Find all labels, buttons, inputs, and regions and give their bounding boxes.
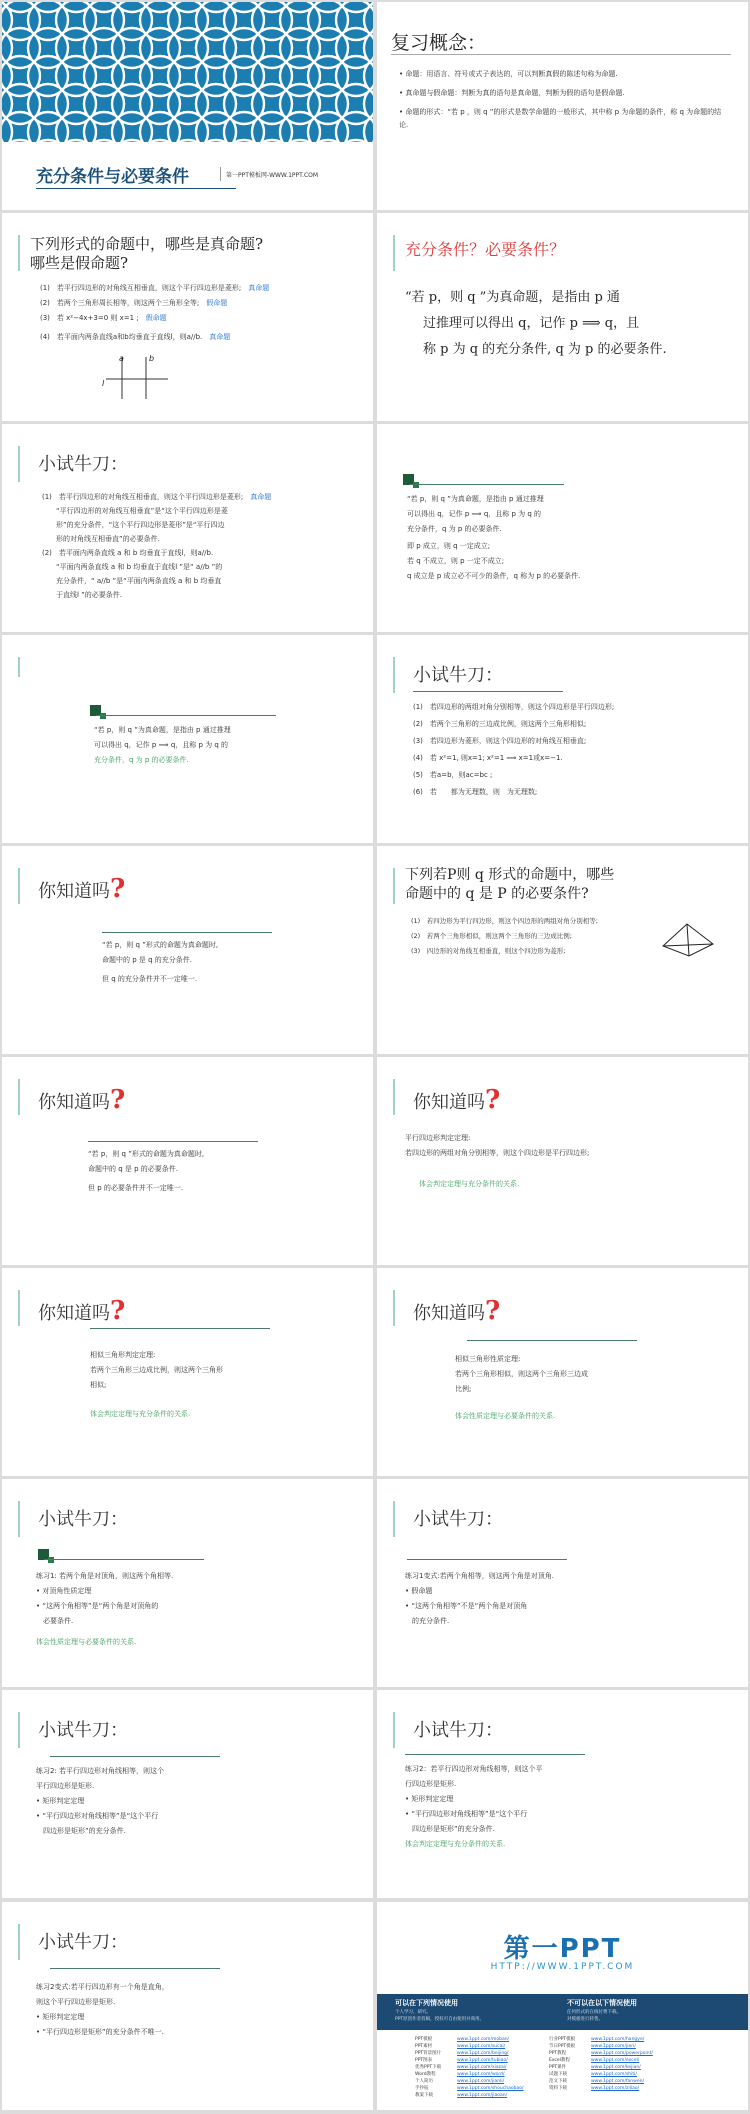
text-line: 练习2变式:若平行四边形有一个角是直角， (36, 1983, 169, 1991)
link-row[interactable] (415, 2078, 523, 2085)
list-item: • 命题：用语言、符号或式子表达的，可以判断真假的陈述句称为命题. (399, 70, 618, 78)
slide-title: 小试牛刀： (413, 1720, 503, 1741)
slide-11[interactable] (2, 1057, 373, 1265)
slide-title: 你知道吗 (38, 1092, 110, 1113)
note: 体会性质定理与必要条件的关系. (455, 1412, 556, 1420)
site-label: 第一PPT模板网-WWW.1PPT.COM (226, 172, 319, 179)
text-line: • 对顶角性质定理 (36, 1587, 92, 1595)
link-row[interactable] (415, 2050, 523, 2057)
text-line: 相似; (90, 1381, 107, 1389)
slide-10[interactable] (377, 846, 748, 1054)
text-line: 练习1变式:若两个角相等，则这两个角是对顶角. (405, 1572, 555, 1580)
question-mark-icon: ? (110, 874, 126, 904)
link-row[interactable] (415, 2057, 523, 2064)
link-label: PPT图表 (415, 2058, 433, 2063)
slide-title: 下列若P则 q 形式的命题中，哪些 (405, 867, 615, 883)
slide-subtitle: 哪些是假命题? (30, 254, 129, 272)
divider (405, 1754, 585, 1755)
text-line: “若 p，则 q ”形式的命题为真命题时, (102, 941, 219, 949)
list-item: (2) 若两个三角形周长相等，则这两个三角形全等; 假命题 (40, 299, 228, 307)
ring-shape (196, 140, 236, 142)
slide-6[interactable] (377, 424, 748, 632)
link-url[interactable]: www.1ppt.com/fanwen/ (591, 2079, 644, 2084)
ring-shape (308, 140, 348, 142)
ring-pattern-icon (2, 2, 373, 142)
accent-bar (393, 1712, 395, 1748)
list-item: • 真命题与假命题：判断为真的语句是真命题，判断为假的语句是假命题. (399, 89, 625, 97)
accent-bar (393, 868, 395, 904)
text-line: “若 p，则 q ”为真命题，是指由 p 通过推理 (407, 495, 544, 503)
ring-shape (224, 140, 264, 142)
accent-bar (18, 1079, 20, 1115)
divider (50, 1968, 220, 1969)
link-row[interactable] (415, 2071, 523, 2078)
text-line: 必要条件. (36, 1617, 74, 1625)
text-line: 充分条件，q 为 p 的必要条件. (407, 525, 502, 533)
text-line: • “平行四边形是矩形”的充分条件不唯一. (36, 2028, 164, 2036)
note: 体会判定定理与充分条件的关系. (90, 1410, 191, 1418)
slide-title: 你知道吗 (413, 1303, 485, 1324)
text-line: 若 q 不成立，则 p 一定不成立; (407, 557, 505, 565)
link-row[interactable] (549, 2064, 653, 2071)
link-label: 优秀PPT下载 (415, 2065, 442, 2070)
text-line: 行四边形是矩形. (405, 1780, 457, 1788)
link-label: PPT素材 (415, 2044, 433, 2049)
link-url[interactable]: www.1ppt.com/xiazai/ (457, 2065, 507, 2070)
text-line: 充分条件，“ a//b ”是“平面内两条直线 a 和 b 均垂直 (56, 577, 222, 585)
list-item: (3) 若四边形为菱形，则这个四边形的对角线互相垂直; (413, 737, 587, 745)
slide-2[interactable] (377, 2, 748, 210)
slide-16[interactable] (377, 1479, 748, 1687)
slide-15[interactable] (2, 1479, 373, 1687)
text-line: 则这个平行四边形是矩形. (36, 1998, 116, 2006)
text-line: “平行四边形的对角线互相垂直”是“这个平行四边形是菱 (56, 507, 228, 515)
list-item: (3) 若 x²−4x+3=0 则 x=1 ; 假命题 (40, 314, 167, 322)
slide-title: 你知道吗 (38, 881, 110, 902)
text-line: 比例; (455, 1385, 472, 1393)
text-line: • “平行四边形对角线相等”是“这个平行 (405, 1810, 528, 1818)
link-label: PPT模板 (415, 2037, 433, 2042)
accent-bar (18, 1712, 20, 1748)
slide-14[interactable] (377, 1268, 748, 1476)
link-url[interactable]: www.1ppt.com/moban/ (457, 2037, 510, 2042)
slide-9[interactable] (2, 846, 373, 1054)
ring-shape (280, 140, 320, 142)
accent-bar (18, 1290, 20, 1326)
accent-bar (18, 446, 20, 482)
text-line: 相似三角形性质定理: (455, 1355, 521, 1363)
label-a: a (119, 354, 124, 363)
accent-bar (18, 235, 20, 271)
link-row[interactable] (415, 2036, 523, 2043)
list-item: (6) 若 都为无理数，则 为无理数; (413, 788, 538, 796)
link-url[interactable]: www.1ppt.com/word/ (457, 2072, 505, 2077)
list-item: (1) 若四边形为平行四边形，则这个四边形的两组对角分别相等; (411, 917, 598, 925)
question-mark-icon: ? (110, 1085, 126, 1115)
text-line: 于直线l ”的必要条件. (56, 591, 123, 599)
question-mark-icon: ? (485, 1085, 501, 1115)
link-row[interactable] (549, 2071, 653, 2078)
list-item: • 命题的形式：“若 p ，则 q ”的形式是数学命题的一般形式，其中称 p 为命题的条件，称 q 为命题的结论. (399, 108, 722, 129)
list-item: (3) 四边形的对角线互相垂直，则这个四边形为菱形; (411, 947, 566, 955)
divider (467, 1340, 637, 1341)
ring-shape (84, 140, 124, 142)
text-line: (1) 若平行四边形的对角线互相垂直，则这个平行四边形是菱形; 真命题 (42, 493, 272, 501)
slide-subtitle: 命题中的 q 是 P 的必要条件? (405, 886, 589, 902)
accent-bar (18, 1501, 20, 1537)
text-line: 即 p 成立，则 q 一定成立; (407, 542, 491, 550)
link-url[interactable]: www.1ppt.com/tubiao/ (457, 2058, 508, 2063)
text-line: q 成立是 p 成立必不可少的条件，q 称为 p 的必要条件. (407, 572, 581, 580)
link-label: PPT课件 (549, 2065, 567, 2070)
slide-7[interactable] (2, 635, 373, 843)
accent-bar (18, 657, 20, 677)
square-icon (100, 713, 106, 719)
list-item: (4) 若 x²=1, 则x=1; x²=1 ⟹ x=1或x=−1. (413, 754, 563, 762)
divider (407, 1559, 567, 1560)
note: 体会性质定理与必要条件的关系. (36, 1638, 137, 1646)
link-label: Word教程 (415, 2072, 436, 2077)
link-label: 节日PPT模板 (549, 2044, 576, 2049)
slide-12[interactable] (377, 1057, 748, 1265)
circle-pattern (2, 2, 373, 142)
link-label: 范文下载 (549, 2079, 567, 2084)
ring-shape (168, 140, 208, 142)
text-line: 的充分条件. (405, 1617, 450, 1625)
divider (413, 691, 563, 692)
text-line: 但 p 的必要条件并不一定唯一. (88, 1184, 184, 1192)
text-line: 若四边形的两组对角分别相等，则这个四边形是平行四边形; (405, 1149, 590, 1157)
list-item: (2) 若两个三角形的三边成比例，则这两个三角形相似; (413, 720, 587, 728)
accent-bar (393, 1501, 395, 1537)
slide-17[interactable] (2, 1690, 373, 1898)
slide-title: 小试牛刀： (38, 1720, 128, 1741)
allowed-line: PPT原创作者投稿，授权可自由使用并商用。 (395, 2017, 485, 2022)
forbidden-line: 对模板进行转售。 (567, 2017, 603, 2022)
slide-20[interactable] (377, 1902, 748, 2110)
allowed-heading: 可以在下列情况使用 (395, 1999, 458, 2007)
accent-bar (393, 235, 395, 271)
link-label: 手抄报 (415, 2086, 429, 2091)
text-line: 命题中的 p 是 q 的充分条件. (102, 956, 193, 964)
divider (88, 1141, 258, 1142)
slide-title: 复习概念： (391, 32, 487, 54)
text-line: • “这两个角相等”是“两个角是对顶角的 (36, 1602, 159, 1610)
text-line: 充分条件，q 为 p 的必要条件. (94, 756, 189, 764)
link-label: PPT教程 (549, 2051, 567, 2056)
text-line: • 矩形判定定理 (36, 2013, 85, 2021)
link-url[interactable]: www.1ppt.com/beijing/ (457, 2051, 509, 2056)
link-url[interactable]: www.1ppt.com/sucai/ (457, 2044, 506, 2049)
links-right (549, 2036, 653, 2092)
link-row[interactable] (415, 2092, 523, 2099)
text-line: 练习1: 若两个角是对顶角，则这两个角相等. (36, 1572, 174, 1580)
slide-title: 充分条件？必要条件？ (405, 240, 566, 259)
text-line: • 矩形判定定理 (405, 1795, 454, 1803)
note: 体会判定定理与充分条件的关系. (405, 1840, 506, 1848)
ring-shape (28, 140, 68, 142)
link-row[interactable] (549, 2085, 653, 2092)
text-line: “若 p，则 q ”为真命题，是指由 p 通过推理 (94, 726, 231, 734)
link-label: 行业PPT模板 (549, 2037, 576, 2042)
logo: 第一PPT (503, 1934, 622, 1964)
link-row[interactable] (549, 2057, 653, 2064)
text-line: • “平行四边形对角线相等”是“这个平行 (36, 1812, 159, 1820)
text-line: 若两个三角形三边成比例，则这两个三角形 (90, 1366, 223, 1374)
link-label: 个人简历 (415, 2079, 433, 2084)
slide-title: 你知道吗 (38, 1303, 110, 1324)
forbidden-line: 任何形式的在线付费下载。 (567, 2010, 621, 2015)
accent-bar (18, 868, 20, 904)
text-line: “若 p，则 q ”形式的命题为真命题时, (88, 1150, 205, 1158)
link-row[interactable] (415, 2064, 523, 2071)
slide-18[interactable] (377, 1690, 748, 1898)
divider (50, 1756, 220, 1757)
title-underline (36, 188, 236, 189)
link-row[interactable] (415, 2085, 523, 2092)
link-label: PPT背景图片 (415, 2051, 442, 2056)
text-line: 形”的充分条件，“这个平行四边形是菱形”是“平行四边 (56, 521, 225, 529)
forbidden-heading: 不可以在以下情况使用 (567, 1999, 637, 2007)
slide-3[interactable] (2, 213, 373, 421)
divider (96, 715, 276, 716)
accent-bar (18, 1924, 20, 1960)
text-line: 练习2: 若平行四边形对角线相等，则这个 (36, 1767, 165, 1775)
note: 体会判定定理与充分条件的关系. (419, 1180, 520, 1188)
link-row[interactable] (549, 2036, 653, 2043)
allowed-line: 个人学习、研究。 (395, 2010, 431, 2015)
paragraph-line: “若 p，则 q ”为真命题，是指由 p 通 (405, 290, 620, 305)
list-item: (2) 若两个三角形相似，则这两个三角形的三边成比例; (411, 932, 572, 940)
text-line: 但 q 的充分条件并不一定唯一. (102, 975, 198, 983)
link-url[interactable]: www.1ppt.com/kejian/ (591, 2065, 641, 2070)
label-b: b (149, 354, 155, 363)
link-url[interactable]: www.1ppt.com/powerpoint/ (591, 2051, 653, 2056)
text-line: • “这两个角相等”不是“两个角是对顶角 (405, 1602, 528, 1610)
text-line: 形的对角线互相垂直”的必要条件. (56, 535, 160, 543)
slide-5[interactable] (2, 424, 373, 632)
ring-shape (2, 140, 40, 142)
question-mark-icon: ? (110, 1296, 126, 1326)
link-label: 资料下载 (549, 2086, 567, 2091)
slide-title: 小试牛刀： (38, 454, 128, 475)
link-url[interactable]: www.1ppt.com/excel/ (591, 2058, 640, 2063)
question-mark-icon: ? (485, 1296, 501, 1326)
accent-bar (393, 657, 395, 693)
link-url[interactable]: www.1ppt.com/hangye/ (591, 2037, 645, 2042)
link-url[interactable]: www.1ppt.com/jieri/ (591, 2044, 636, 2049)
divider (391, 54, 731, 55)
links-left (415, 2036, 523, 2099)
slide-title: 小试牛刀： (413, 665, 503, 686)
text-line: 练习2：若平行四边形对角线相等，则这个平 (405, 1765, 543, 1773)
list-item: (5) 若a=b，则ac=bc ; (413, 771, 493, 779)
paragraph-line: 称 p 为 q 的充分条件, q 为 p 的必要条件. (423, 342, 667, 357)
link-label: 试题下载 (549, 2072, 567, 2077)
logo-url[interactable]: HTTP://WWW.1PPT.COM (490, 1962, 635, 1972)
list-item: (4) 若平面内两条直线a和b均垂直于直线l，则a//b. 真命题 (40, 333, 231, 341)
slide-1[interactable] (2, 2, 373, 210)
text-line: • 矩形判定定理 (36, 1797, 85, 1805)
cover-title: 充分条件与必要条件 (36, 167, 189, 187)
text-line: 可以得出 q，记作 p ⟹ q，且称 p 为 q 的 (407, 510, 542, 518)
link-url[interactable]: www.1ppt.com/shiti/ (591, 2072, 637, 2077)
slide-13[interactable] (2, 1268, 373, 1476)
list-item: (1) 若四边形的两组对角分别相等，则这个四边形是平行四边形; (413, 703, 615, 711)
label-l: l (102, 379, 105, 388)
divider (102, 932, 272, 933)
ring-shape (112, 140, 152, 142)
ring-shape (252, 140, 292, 142)
ring-shape (336, 112, 373, 142)
link-url[interactable]: www.1ppt.com/jiaoan/ (457, 2093, 508, 2098)
text-line: (2) 若平面内两条直线 a 和 b 均垂直于直线l，则a//b. (42, 549, 214, 557)
text-line: 相似三角形判定定理: (90, 1351, 156, 1359)
text-line: 平行四边形判定定理: (405, 1134, 471, 1142)
ring-shape (56, 140, 96, 142)
slide-title: 下列形式的命题中，哪些是真命题? (30, 235, 264, 253)
text-line: 命题中的 q 是 p 的必要条件. (88, 1165, 179, 1173)
divider (90, 1328, 270, 1329)
text-line: 若两个三角形相似，则这两个三角形三边成 (455, 1370, 588, 1378)
link-url[interactable]: www.1ppt.com/ziliao/ (591, 2086, 640, 2091)
ring-shape (140, 140, 180, 142)
link-url[interactable]: www.1ppt.com/shouchaobao/ (457, 2086, 524, 2091)
link-row[interactable] (549, 2078, 653, 2085)
text-line: 四边形是矩形”的充分条件. (36, 1827, 126, 1835)
link-row[interactable] (415, 2043, 523, 2050)
square-icon (48, 1557, 54, 1563)
link-row[interactable] (549, 2043, 653, 2050)
divider (220, 167, 221, 181)
divider (44, 1559, 204, 1560)
square-icon (413, 482, 419, 488)
slide-8[interactable] (377, 635, 748, 843)
text-line: 可以得出 q，记作 p ⟹ q，且称 p 为 q 的 (94, 741, 229, 749)
divider (409, 484, 564, 485)
link-row[interactable] (549, 2050, 653, 2057)
link-url[interactable]: www.1ppt.com/jianli/ (457, 2079, 505, 2084)
link-label: Excel教程 (549, 2058, 570, 2063)
text-line: • 假命题 (405, 1587, 433, 1595)
slide-title: 小试牛刀： (413, 1509, 503, 1530)
paragraph-line: 过推理可以得出 q，记作 p ⟹ q，且 (423, 316, 640, 331)
text-line: 四边形是矩形”的充分条件. (405, 1825, 495, 1833)
slide-title: 小试牛刀： (38, 1509, 128, 1530)
slide-title: 小试牛刀： (38, 1932, 128, 1953)
quadrilateral-diagram (659, 920, 719, 960)
slide-4[interactable] (377, 213, 748, 421)
link-label: 教案下载 (415, 2093, 433, 2098)
info-band (377, 1994, 748, 2030)
accent-bar (393, 1079, 395, 1115)
list-item: (1) 若平行四边形的对角线互相垂直，则这个平行四边形是菱形; 真命题 (40, 284, 270, 292)
text-line: “平面内两条直线 a 和 b 均垂直于直线l ”是“ a//b ”的 (56, 563, 223, 571)
lines-diagram (102, 353, 172, 403)
accent-bar (393, 1290, 395, 1326)
slide-19[interactable] (2, 1902, 373, 2110)
slide-title: 你知道吗 (413, 1092, 485, 1113)
text-line: 平行四边形是矩形. (36, 1782, 95, 1790)
